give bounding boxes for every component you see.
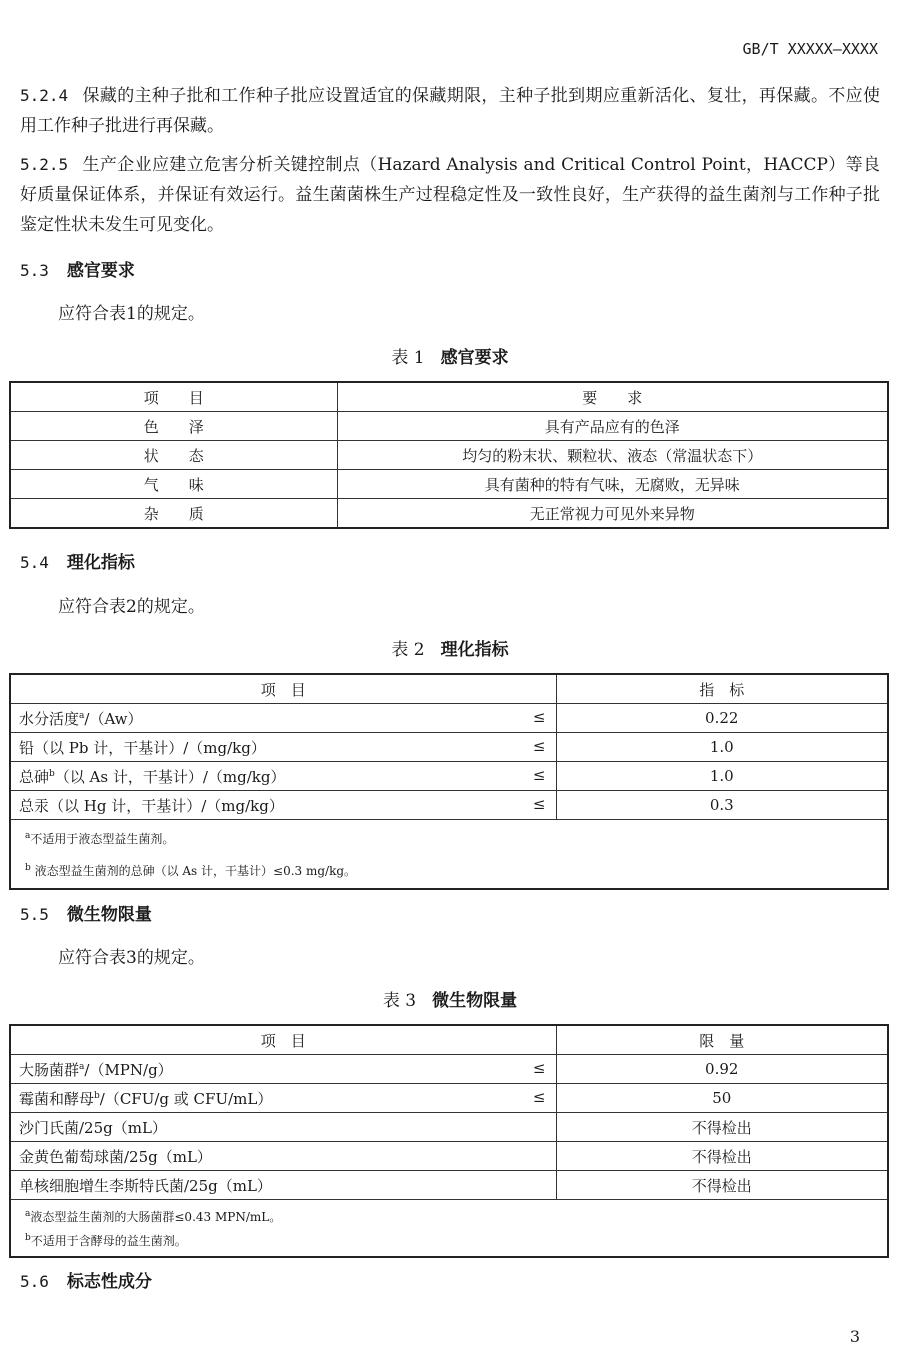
item-cell: 金黄色葡萄球菌/25g（mL） [10, 1142, 556, 1171]
footnote-a [25, 822, 873, 854]
table-label: 表 2 [391, 640, 425, 660]
table-row [10, 1084, 888, 1113]
table-title: 感官要求 [440, 348, 509, 368]
section-number: 5.5 [20, 905, 49, 924]
value-cell: 0.22 [556, 704, 888, 733]
section-number: 5.6 [20, 1272, 49, 1291]
column-header: 指 标 [556, 674, 888, 704]
page-number: 3 [849, 1327, 860, 1346]
table-header-row [10, 674, 888, 704]
clause-number: 5.2.4 [20, 86, 69, 105]
less-equal-operator: ≤ [532, 708, 546, 726]
footnote-text: 液态型益生菌剂的总砷（以 As 计，干基计）≤0.3 mg/kg。 [30, 864, 357, 878]
section-title: 标志性成分 [66, 1272, 152, 1292]
item-text: 霉菌和酵母 [19, 1089, 95, 1108]
item-cell [10, 762, 556, 791]
footnote-b [25, 854, 873, 886]
item-cell: 状 态 [10, 441, 337, 470]
item-text: 总汞（以 Hg 计，干基计）/（mg/kg） [19, 796, 284, 815]
section-heading-5-5 [20, 900, 152, 925]
value-cell: 无正常视力可见外来异物 [337, 499, 888, 529]
item-text: 铅（以 Pb 计，干基计）/（mg/kg） [19, 738, 266, 757]
clause-text: 生产企业应建立危害分析关键控制点（Hazard Analysis and Critical Control Point，HACCP）等良好质量保证体系，并保证有效运行。益生菌菌株生产过程稳定性及一致性良好，生产获得的益生菌剂与工作种子批鉴定性状未发生可见变化。 [20, 155, 880, 235]
section-title: 感官要求 [66, 261, 135, 281]
table-notes-row [10, 1200, 888, 1258]
table-row [10, 499, 888, 529]
item-text: 水分活度 [19, 709, 80, 728]
section-heading-5-4 [20, 548, 135, 573]
table-title: 微生物限量 [432, 991, 518, 1011]
less-equal-operator: ≤ [532, 766, 546, 784]
value-cell: 0.3 [556, 791, 888, 820]
table-row [10, 412, 888, 441]
item-cell [10, 791, 556, 820]
column-header: 项 目 [10, 382, 337, 412]
item-cell [10, 733, 556, 762]
value-cell: 具有菌种的特有气味，无腐败，无异味 [337, 470, 888, 499]
table-row [10, 1113, 888, 1142]
footnote-mark: a [79, 710, 85, 721]
item-unit: （以 As 计，干基计）/（mg/kg） [54, 767, 286, 786]
table-label: 表 1 [391, 348, 425, 368]
table-header-row [10, 1025, 888, 1055]
section-heading-5-6 [20, 1267, 152, 1292]
item-cell: 色 泽 [10, 412, 337, 441]
value-cell: 不得检出 [556, 1113, 888, 1142]
item-unit: /（Aw） [84, 709, 143, 728]
value-cell: 0.92 [556, 1055, 888, 1084]
table-notes [10, 1200, 888, 1258]
column-header: 限 量 [556, 1025, 888, 1055]
table-1-sensory [9, 381, 889, 529]
table-row [10, 441, 888, 470]
value-cell: 不得检出 [556, 1171, 888, 1200]
table-2-physicochemical [9, 673, 889, 890]
item-unit: /（MPN/g） [84, 1060, 173, 1079]
footnote-mark: a [25, 1209, 31, 1219]
table-row [10, 1171, 888, 1200]
footnote-text: 不适用于液态型益生菌剂。 [30, 832, 175, 846]
item-cell [10, 704, 556, 733]
table-row [10, 791, 888, 820]
footnote-b [25, 1228, 873, 1252]
footnote-mark: b [49, 768, 55, 779]
table-row [10, 733, 888, 762]
section-intro: 应符合表3的规定。 [58, 948, 205, 968]
section-number: 5.3 [20, 261, 49, 280]
footnote-a [25, 1204, 873, 1228]
footnote-mark: b [25, 1233, 31, 1243]
table-row [10, 704, 888, 733]
column-header: 要 求 [337, 382, 888, 412]
item-cell [10, 1084, 556, 1113]
clause-5-2-4 [20, 81, 880, 141]
less-equal-operator: ≤ [532, 1088, 546, 1106]
column-header: 项 目 [10, 1025, 556, 1055]
item-text: 大肠菌群 [19, 1060, 80, 1079]
table-3-caption [0, 986, 900, 1011]
table-2-caption [0, 635, 900, 660]
item-cell [10, 1055, 556, 1084]
value-cell: 50 [556, 1084, 888, 1113]
item-cell: 气 味 [10, 470, 337, 499]
table-notes-row [10, 820, 888, 890]
standard-code-header: GB/T XXXXX—XXXX [742, 40, 878, 58]
value-cell: 具有产品应有的色泽 [337, 412, 888, 441]
clause-5-2-5 [20, 150, 880, 240]
table-row [10, 470, 888, 499]
footnote-mark: b [25, 863, 31, 873]
item-cell: 沙门氏菌/25g（mL） [10, 1113, 556, 1142]
clause-text: 保藏的主种子批和工作种子批应设置适宜的保藏期限，主种子批到期应重新活化、复壮，再保藏。不应使用工作种子批进行再保藏。 [20, 86, 880, 136]
value-cell: 均匀的粉末状、颗粒状、液态（常温状态下） [337, 441, 888, 470]
section-title: 微生物限量 [66, 905, 152, 925]
footnote-mark: a [25, 831, 31, 841]
section-title: 理化指标 [66, 553, 135, 573]
item-text: 总砷 [19, 767, 50, 786]
item-unit: /（CFU/g 或 CFU/mL） [99, 1089, 273, 1108]
column-header: 项 目 [10, 674, 556, 704]
table-title: 理化指标 [440, 640, 509, 660]
table-row [10, 762, 888, 791]
table-row [10, 1055, 888, 1084]
value-cell: 不得检出 [556, 1142, 888, 1171]
footnote-text: 不适用于含酵母的益生菌剂。 [30, 1234, 187, 1248]
item-cell: 单核细胞增生李斯特氏菌/25g（mL） [10, 1171, 556, 1200]
item-cell: 杂 质 [10, 499, 337, 529]
section-number: 5.4 [20, 553, 49, 572]
section-intro: 应符合表2的规定。 [58, 597, 205, 617]
footnote-text: 液态型益生菌剂的大肠菌群≤0.43 MPN/mL。 [30, 1210, 282, 1224]
less-equal-operator: ≤ [532, 1059, 546, 1077]
value-cell: 1.0 [556, 733, 888, 762]
section-intro: 应符合表1的规定。 [58, 304, 205, 324]
table-3-microbial-limits [9, 1024, 889, 1258]
table-row [10, 1142, 888, 1171]
less-equal-operator: ≤ [532, 737, 546, 755]
table-label: 表 3 [382, 991, 417, 1011]
table-notes [10, 820, 888, 890]
footnote-mark: a [79, 1061, 85, 1072]
table-1-caption [0, 343, 900, 368]
clause-number: 5.2.5 [20, 155, 69, 174]
section-heading-5-3 [20, 256, 135, 281]
table-header-row [10, 382, 888, 412]
value-cell: 1.0 [556, 762, 888, 791]
footnote-mark: b [94, 1090, 100, 1101]
less-equal-operator: ≤ [532, 795, 546, 813]
